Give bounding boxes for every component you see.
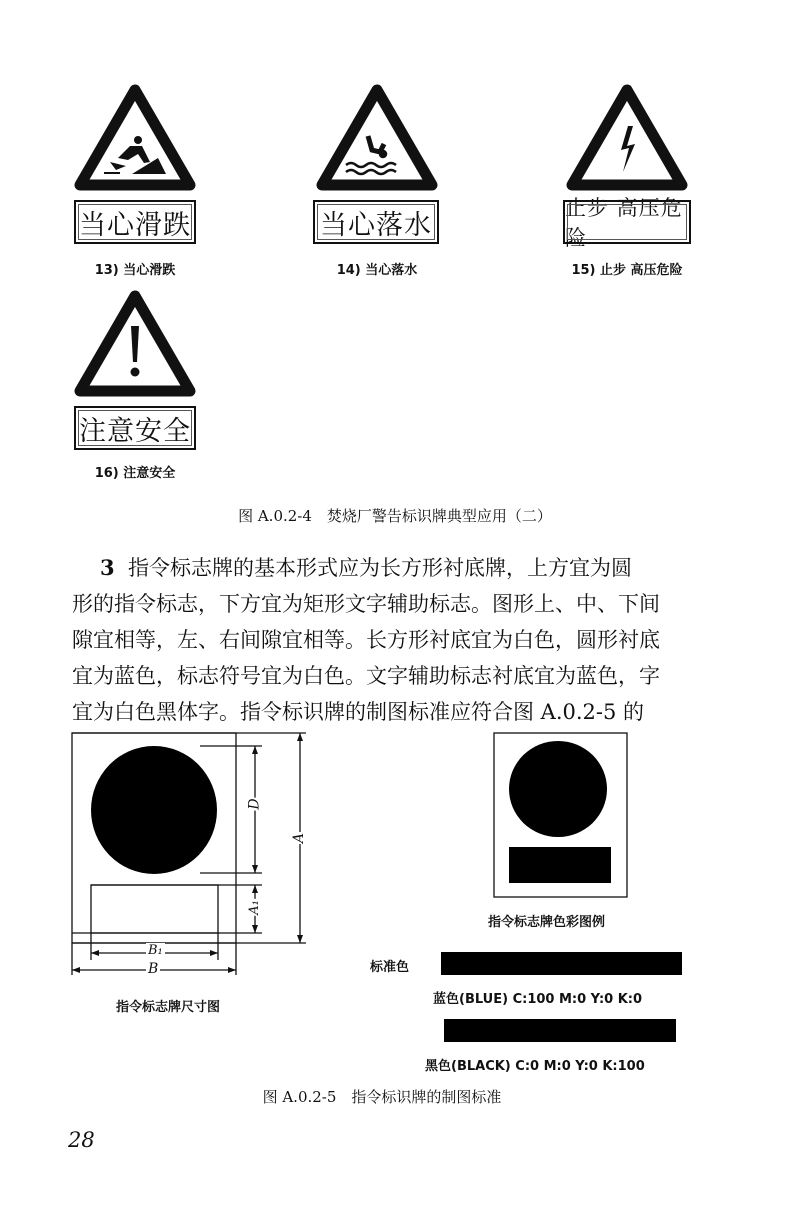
sign-caption: 14) 当心落水	[336, 263, 418, 278]
sign-circle	[91, 746, 217, 874]
dimension-label-a: A	[291, 832, 308, 844]
body-paragraph	[72, 550, 722, 730]
dimension-label-a1: A₁	[246, 900, 262, 915]
sign-caption: 15) 止步 高压危险	[571, 263, 683, 278]
black-color-swatch	[444, 1019, 676, 1042]
blue-color-spec: 蓝色(BLUE) C:100 M:0 Y:0 K:0	[433, 992, 643, 1007]
sign-label: 注意安全	[79, 415, 191, 447]
dimension-diagram-caption: 指令标志牌尺寸图	[116, 1000, 221, 1015]
sign-caption: 16) 注意安全	[94, 466, 176, 481]
standard-color-label: 标准色	[370, 960, 410, 975]
color-example-text-block	[509, 847, 611, 883]
color-example-frame	[494, 733, 627, 897]
paragraph-line: 指令标志牌的基本形式应为长方形衬底牌，上方宜为圆	[127, 556, 632, 580]
figure-caption: 图 A.0.2-5 指令标识牌的制图标准	[262, 1088, 502, 1106]
lightning-icon	[621, 126, 635, 172]
paragraph-line: 宜为蓝色，标志符号宜为白色。文字辅助标志衬底宜为蓝色，字	[72, 664, 660, 688]
exclamation-icon	[131, 326, 140, 377]
warning-triangle	[322, 90, 432, 185]
clause-number: 3	[100, 555, 115, 580]
sign-label-box	[74, 200, 196, 244]
paragraph-line: 形的指令标志，下方宜为矩形文字辅助标志。图形上、中、下间	[72, 592, 660, 616]
dimension-label-b: B	[148, 961, 159, 977]
paragraph-line: 隙宜相等，左、右间隙宜相等。长方形衬底宜为白色，圆形衬底	[72, 628, 660, 652]
paragraph-line: 宜为白色黑体字。指令标识牌的制图标准应符合图 A.0.2-5 的	[72, 700, 645, 724]
sign-label: 当心落水	[320, 209, 432, 241]
slip-icon	[104, 136, 166, 174]
black-color-spec: 黑色(BLACK) C:0 M:0 Y:0 K:100	[425, 1059, 645, 1074]
sign-label-box	[74, 406, 196, 450]
page-number: 28	[68, 1128, 95, 1152]
sign-caption: 13) 当心滑跌	[94, 263, 176, 278]
color-example-caption: 指令标志牌色彩图例	[488, 915, 606, 930]
blue-color-swatch	[441, 952, 682, 975]
sign-label-box	[563, 196, 691, 250]
sign-label-box	[313, 200, 439, 244]
dimension-label-d: D	[246, 798, 263, 810]
sign-label: 当心滑跌	[79, 209, 191, 241]
figure-caption: 图 A.0.2-4 焚烧厂警告标识牌典型应用（二）	[238, 507, 552, 525]
dimension-label-b1: B₁	[148, 943, 163, 958]
sign-label: 止步 高压危险	[565, 196, 683, 250]
color-example-circle	[509, 741, 607, 837]
drowning-icon	[346, 136, 396, 174]
